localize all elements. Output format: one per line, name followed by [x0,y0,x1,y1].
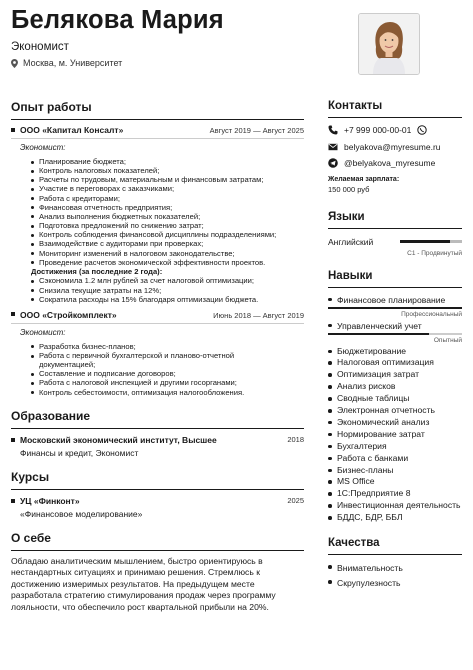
skill-item: MS Office [328,476,462,488]
courses-heading: Курсы [11,470,304,490]
job-entry [11,310,304,397]
education-heading: Образование [11,409,304,429]
about-text: Обладаю аналитическим мышлением, быстро ориентируюсь в нестандартных ситуациях и принимаю решения. Стремлюсь к достижению измеримых результатов. На предыдущем месте разработала стратегию стимулирования продаж через программу лояльности, что обеспечило рост квартальной прибыли на 20%. [11,555,276,612]
skill-item: Бизнес-планы [328,465,462,477]
duty-item: Анализ выполнения бюджетных показателей; [31,212,304,221]
rated-skill [328,294,462,318]
telegram-handle: @belyakova_myresume [344,158,436,169]
achievements-list [11,276,304,303]
duty-item: Контроль налоговых показателей; [31,166,304,175]
education-entry [11,435,304,458]
skill-item: 1С:Предприятие 8 [328,488,462,500]
course-year: 2025 [287,495,304,505]
skill-level: Профессиональный [401,310,462,318]
contacts-heading: Контакты [328,100,462,118]
skill-level-fill [328,307,462,309]
quality-item: Скрупулезность [328,576,462,591]
duty-item: Контроль себестоимости, оптимизация налогообложения. [31,388,276,397]
skill-level-bar [328,333,462,335]
skill-item: Работа с банками [328,453,462,465]
duty-item: Мониторинг изменений в налоговом законодательстве; [31,249,304,258]
phone-icon [328,125,338,135]
salary-value: 150 000 руб [328,184,370,194]
skill-level-bar [328,307,462,309]
duty-item: Планирование бюджета; [31,157,304,166]
achievement-item: Снизила текущие затраты на 12%; [31,286,304,295]
languages-heading: Языки [328,211,462,229]
quality-item: Внимательность [328,561,462,576]
education-detail: Финансы и кредит, Экономист [20,447,139,458]
achievement-item: Сократила расходы на 15% благодаря оптимизации бюджета. [31,295,304,304]
achievement-item: Сэкономила 1.2 млн рублей за счет налоговой оптимизации; [31,276,304,285]
skill-item: Экономический анализ [328,417,462,429]
job-divider [11,138,304,139]
skill-item: БДДС, БДР, ББЛ [328,512,462,524]
language-entry [328,237,462,257]
whatsapp-icon[interactable] [417,125,427,135]
skill-item: Электронная отчетность [328,405,462,417]
portrait-image [359,14,419,74]
salary-label: Желаемая зарплата: [328,175,400,183]
duty-item: Расчеты по трудовым, материальным и финансовым затратам; [31,175,304,184]
skills-heading: Навыки [328,270,462,288]
job-company: ООО «Стройкомплект» [11,310,117,320]
job-dates: Июнь 2018 — Август 2019 [213,310,304,320]
experience-heading: Опыт работы [11,100,304,120]
rated-skill-name: Финансовое планирование [328,294,462,306]
phone-number: +7 999 000-00-01 [344,125,412,136]
skills-list [328,346,462,525]
location [11,58,122,68]
rated-skill-name: Управленческий учет [328,320,462,332]
email-address: belyakova@myresume.ru [344,141,441,152]
skill-item: Налоговая оптимизация [328,357,462,369]
education-name: Московский экономический институт, Высшее [20,434,217,445]
job-entry [11,125,304,304]
qualities-heading: Качества [328,537,462,555]
duty-item: Работа с первичной бухгалтерской и планово-отчетной документацией; [31,351,276,369]
skill-item: Бухгалтерия [328,441,462,453]
language-name: Английский [328,236,374,247]
course-entry [11,496,304,519]
skill-item: Оптимизация затрат [328,369,462,381]
main-column [11,100,304,613]
mail-icon [328,142,338,152]
skill-item: Инвестиционная деятельность [328,500,462,512]
skill-item: Нормирование затрат [328,429,462,441]
course-name: УЦ «Финконт» [20,495,80,506]
contact-phone[interactable] [328,124,462,137]
course-detail: «Финансовое моделирование» [20,508,143,519]
duty-item: Финансовая отчетность предприятия; [31,203,304,212]
duty-item: Работа с кредиторами; [31,194,304,203]
language-level: C1 - Продвинутый [407,249,462,257]
job-divider [11,323,304,324]
profile-photo [358,13,420,75]
skill-item: Анализ рисков [328,381,462,393]
duty-item: Взаимодействие с аудиторами при проверках; [31,239,304,248]
job-company: ООО «Капитал Консалт» [11,125,123,135]
contact-telegram[interactable] [328,157,462,170]
job-dates: Август 2019 — Август 2025 [209,126,304,135]
side-column [328,100,462,591]
skill-level: Опытный [433,336,462,344]
job-duties-list [11,157,304,267]
achievements-heading: Достижения (за последние 2 года): [31,266,163,276]
language-level-fill [400,240,450,243]
skill-item: Сводные таблицы [328,393,462,405]
candidate-role: Экономист [11,41,69,53]
qualities-list [328,561,462,591]
duty-item: Работа с налоговой инспекцией и другими госорганами; [31,378,276,387]
skill-level-fill [328,333,429,335]
contact-email[interactable] [328,141,462,154]
duty-item: Разработка бизнес-планов; [31,342,276,351]
telegram-icon [328,158,338,168]
duty-item: Проведение расчетов экономической эффективности проектов. [31,258,304,267]
job-role: Экономист: [20,143,66,152]
skill-item: Бюджетирование [328,346,462,358]
job-duties-list [11,342,276,397]
location-pin-icon [11,59,18,68]
location-text: Москва, м. Университет [23,58,123,68]
job-role: Экономист: [20,327,66,337]
about-heading: О себе [11,531,304,551]
duty-item: Участие в переговорах с заказчиками; [31,184,304,193]
rated-skill [328,320,462,344]
duty-item: Подготовка предложений по снижению затрат; [31,221,304,230]
duty-item: Контроль соблюдения финансовой дисциплины подразделениями; [31,230,304,239]
education-year: 2018 [287,434,304,444]
candidate-name: Белякова Мария [11,6,224,34]
duty-item: Составление и подписание договоров; [31,369,276,378]
language-level-bar [400,240,462,243]
